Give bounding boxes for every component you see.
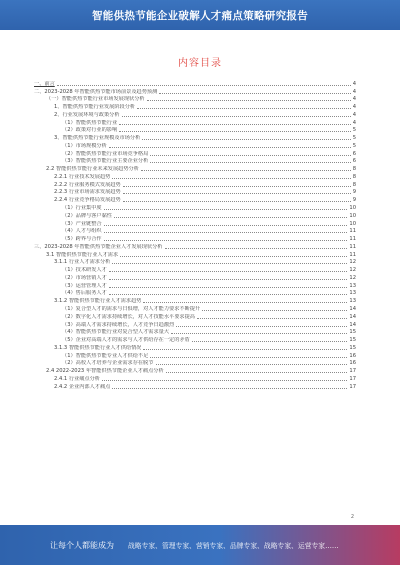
dot-leader [123, 201, 351, 202]
dot-leader [197, 318, 347, 319]
toc-entry-page: 14 [349, 305, 356, 312]
toc-entry[interactable] [34, 290, 356, 298]
toc-entry[interactable] [34, 336, 356, 344]
dot-leader [143, 349, 347, 350]
dot-leader [192, 341, 348, 342]
toc-entry-label: （1）智能供热节能专业人才供给不足 [62, 352, 149, 359]
toc-entry[interactable] [34, 305, 356, 313]
toc-entry[interactable] [34, 383, 356, 391]
toc-entry-page: 4 [352, 111, 356, 118]
dot-leader [150, 162, 350, 163]
toc-entry[interactable] [34, 80, 356, 88]
toc-entry-label: 3、智能供热节能行业规模及市场分析 [54, 135, 141, 142]
toc-entry[interactable] [34, 111, 356, 119]
toc-entry-page: 9 [352, 197, 356, 204]
toc-entry-page: 5 [352, 135, 356, 142]
toc-entry-page: 12 [349, 259, 356, 266]
toc-entry-page: 15 [349, 337, 356, 344]
toc-entry[interactable] [34, 165, 356, 173]
toc-entry-page: 13 [349, 298, 356, 305]
toc-entry-label: 3.1 智能供热节能行业人才需求 [46, 251, 119, 258]
toc-entry-page: 4 [352, 119, 356, 126]
toc-entry-label: （1）行业集中度 [62, 205, 102, 212]
toc-entry-label: （1）市场规模分析 [62, 142, 107, 149]
toc-entry[interactable] [34, 220, 356, 228]
toc-entry-page: 8 [352, 181, 356, 188]
dot-leader [123, 193, 351, 194]
toc-entry-label: （4）人才与组织 [62, 228, 102, 235]
toc-entry-page: 12 [349, 274, 356, 281]
toc-entry-page: 17 [349, 375, 356, 382]
toc-entry-page: 11 [349, 243, 356, 250]
toc-entry-label: 3.1.1 行业人才需求分析 [54, 259, 111, 266]
toc-entry-page: 4 [352, 104, 356, 111]
toc-entry-label: （1）智能供热节能行业 [62, 119, 118, 126]
dot-leader [109, 271, 348, 272]
toc-entry-label: 2.2.4 行业竞争格局发展趋势 [54, 197, 121, 204]
toc-entry-page: 10 [349, 220, 356, 227]
toc-entry-label: （3）智能供热节能行业主要企业分析 [62, 158, 149, 165]
toc-entry-page: 15 [349, 344, 356, 351]
dot-leader [122, 116, 351, 117]
toc-entry[interactable] [34, 321, 356, 329]
dot-leader [150, 357, 347, 358]
toc-entry[interactable] [34, 259, 356, 267]
toc-entry-label: （2）市场营销人才 [62, 274, 107, 281]
toc-entry-label: 3.1.3 智能供热节能行业人才供给情况 [54, 344, 142, 351]
toc-entry-page: 8 [352, 166, 356, 173]
toc-entry-label: 2.4.1 行业痛点分析 [54, 375, 100, 382]
toc-entry[interactable] [34, 127, 356, 135]
toc-entry-page: 4 [352, 80, 356, 87]
toc-entry-label: （1）技术研发人才 [62, 267, 107, 274]
toc-entry-label: （一）智能供热节能行业市场发展现状分析 [46, 96, 145, 103]
toc-entry-label: 三、2023-2028 年智能供热节能企业人才发展现状分析 [34, 243, 163, 250]
toc-entry-page: 16 [349, 360, 356, 367]
toc-entry-label: 3.1.2 智能供热节能行业人才需求趋势 [54, 298, 142, 305]
toc-entry-page: 4 [352, 96, 356, 103]
dot-leader [119, 131, 351, 132]
toc-entry-label: （2）品牌与客户黏性 [62, 212, 112, 219]
toc-entry-label: （2）数字化人才需求持续增长，对人才技能水平要求提高 [62, 313, 195, 320]
toc-entry-label: 二、2023-2028 年智能供热节能市场前景及趋势预测 [34, 88, 158, 95]
toc-entry-page: 5 [352, 142, 356, 149]
dot-leader [159, 93, 350, 94]
dot-leader [114, 217, 347, 218]
toc-entry-label: （3）运营管理人才 [62, 282, 107, 289]
page-number: 2 [350, 514, 354, 520]
report-title: 智能供热节能企业破解人才痛点策略研究报告 [92, 9, 308, 22]
toc-entry[interactable] [34, 181, 356, 189]
dot-leader [141, 170, 351, 171]
dot-leader [202, 310, 347, 311]
toc-entry-page: 6 [352, 158, 356, 165]
toc-entry-page: 11 [349, 251, 356, 258]
dot-leader [120, 256, 347, 257]
toc-entry[interactable] [34, 235, 356, 243]
toc-entry-label: （5）跨界与合作 [62, 236, 102, 243]
dot-leader [104, 232, 348, 233]
header-bar [0, 0, 400, 30]
dot-leader [119, 124, 351, 125]
toc-entry[interactable] [34, 367, 356, 375]
toc-entry-label: 2.4.2 企业内部人才痛点 [54, 383, 111, 390]
toc-entry[interactable] [34, 313, 356, 321]
toc-entry-page: 9 [352, 189, 356, 196]
toc-entry-label: （2）高校人才培养与企业需求存在脱节 [62, 360, 154, 367]
dot-leader [104, 225, 348, 226]
toc-entry[interactable] [34, 251, 356, 259]
dot-leader [104, 209, 348, 210]
toc-entry[interactable] [34, 212, 356, 220]
dot-leader [176, 326, 347, 327]
dot-leader [123, 186, 351, 187]
dot-leader [150, 155, 350, 156]
dot-leader [166, 372, 348, 373]
toc-entry-label: 2.2.2 行业服务模式发展趋势 [54, 181, 121, 188]
toc-entry-page: 11 [349, 236, 356, 243]
toc-entry[interactable] [34, 134, 356, 142]
toc-entry[interactable] [34, 282, 356, 290]
toc-entry-page: 13 [349, 282, 356, 289]
toc-entry-page: 17 [349, 383, 356, 390]
toc-entry-label: 2.2 智能供热节能行业未来发展趋势分析 [46, 166, 139, 173]
toc-entry-label: 2.4 2022-2023 年智能供热节能企业人才痛点分析 [46, 368, 164, 375]
dot-leader [165, 248, 348, 249]
footer-slogan: 让每个人都能成为 [50, 540, 114, 550]
dot-leader [109, 279, 348, 280]
dot-leader [109, 287, 348, 288]
toc-entry-label: （2）智能供热节能行业市场竞争格局 [62, 150, 149, 157]
dot-leader [112, 263, 347, 264]
toc-entry[interactable] [34, 243, 356, 251]
dot-leader [104, 240, 348, 241]
dot-leader [137, 108, 351, 109]
toc-entry-page: 12 [349, 267, 356, 274]
dot-leader [112, 178, 350, 179]
toc-entry[interactable] [34, 274, 356, 282]
toc-entry[interactable] [34, 352, 356, 360]
dot-leader [109, 147, 351, 148]
toc-entry[interactable] [34, 375, 356, 383]
toc-entry[interactable] [34, 119, 356, 127]
footer-bar [0, 525, 400, 565]
toc-entry[interactable] [34, 103, 356, 111]
toc-entry-label: 2.2.3 行业市场需求发展趋势 [54, 189, 121, 196]
dot-leader [102, 380, 347, 381]
toc-entry[interactable] [34, 158, 356, 166]
toc-entry[interactable] [34, 344, 356, 352]
toc-entry[interactable] [34, 228, 356, 236]
toc-entry-label: （4）智能供热节能行业对复合型人才需求量大 [62, 329, 170, 336]
footer-tags: 战略专家、管理专家、营销专家、品牌专家、战略专家、运营专家…… [128, 542, 339, 550]
toc-entry[interactable] [34, 88, 356, 96]
toc-entry-label: 2、行业发展环境与政策分析 [54, 111, 120, 118]
toc-entry-page: 11 [349, 228, 356, 235]
toc-entry-page: 14 [349, 313, 356, 320]
toc-entry[interactable] [34, 196, 356, 204]
toc-entry-page: 5 [352, 127, 356, 134]
toc-entry-page: 4 [352, 88, 356, 95]
toc-entry[interactable] [34, 173, 356, 181]
toc-entry-label: 一、前言 [34, 80, 55, 87]
toc-entry[interactable] [34, 142, 356, 150]
toc-entry-label: 2.2.1 行业技术发展趋势 [54, 173, 111, 180]
toc-entry-page: 10 [349, 212, 356, 219]
dot-leader [112, 388, 347, 389]
toc-entry-page: 15 [349, 329, 356, 336]
toc-entry[interactable] [34, 360, 356, 368]
toc-entry-label: （1）复合型人才的需求与日俱增，对人才能力要求不断提升 [62, 305, 201, 312]
toc-entry-page: 17 [349, 368, 356, 375]
toc-entry-page: 10 [349, 205, 356, 212]
toc-entry-page: 8 [352, 173, 356, 180]
toc-entry[interactable] [34, 189, 356, 197]
table-of-contents [34, 80, 356, 391]
dot-leader [142, 139, 350, 140]
toc-entry-label: （5）企业对高端人才的需求与人才供给存在一定的矛盾 [62, 337, 190, 344]
toc-entry-page: 14 [349, 321, 356, 328]
dot-leader [171, 333, 347, 334]
toc-entry-label: （2）政策对行业的影响 [62, 127, 118, 134]
toc-entry[interactable] [34, 329, 356, 337]
toc-entry-page: 6 [352, 150, 356, 157]
toc-entry[interactable] [34, 96, 356, 104]
toc-entry-page: 16 [349, 352, 356, 359]
toc-heading: 内容目录 [178, 58, 222, 69]
dot-leader [57, 85, 351, 86]
dot-leader [143, 302, 347, 303]
toc-entry-label: 1、智能供热节能行业发展阶段分析 [54, 104, 136, 111]
toc-entry[interactable] [34, 297, 356, 305]
toc-entry[interactable] [34, 266, 356, 274]
dot-leader [147, 100, 351, 101]
dot-leader [156, 364, 348, 365]
toc-entry-label: （3）产业链整合 [62, 220, 102, 227]
toc-entry[interactable] [34, 150, 356, 158]
toc-entry-page: 13 [349, 290, 356, 297]
toc-entry-label: （3）高端人才需求持续增长，人才竞争日趋激烈 [62, 321, 175, 328]
dot-leader [109, 294, 348, 295]
toc-entry-label: （4）售后服务人才 [62, 290, 107, 297]
toc-entry[interactable] [34, 204, 356, 212]
